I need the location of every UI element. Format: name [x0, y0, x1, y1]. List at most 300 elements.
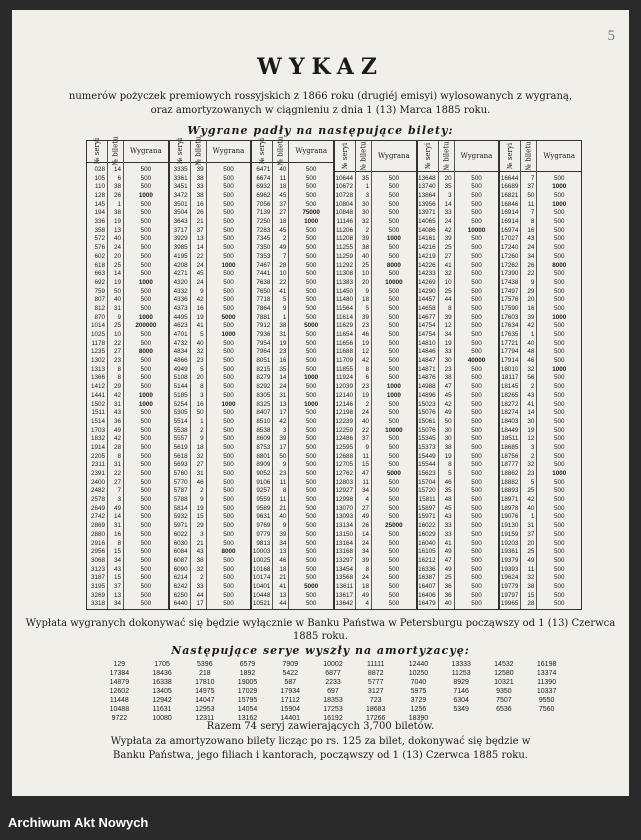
series-number: 14847: [418, 357, 436, 365]
series-number: 14216: [418, 244, 436, 252]
ticket-number: 21: [196, 539, 204, 547]
series-number: 11656: [335, 339, 354, 347]
table-group: [170, 136, 253, 609]
ticket-number: 29: [113, 383, 121, 391]
ticket-number: 47: [362, 470, 370, 477]
series-number: 14086: [418, 226, 436, 234]
prize-amount: 500: [305, 391, 317, 399]
prize-amount: 500: [471, 209, 482, 217]
series-number: 11308: [335, 270, 354, 278]
ticket-number: 14: [279, 374, 287, 382]
prize-amount: 500: [305, 409, 317, 417]
ticket-number: 38: [444, 374, 452, 382]
ticket-number: 41: [444, 539, 452, 547]
prize-amount: 500: [223, 417, 234, 425]
ticket-number: 42: [527, 496, 535, 504]
ticket-number: 42: [279, 417, 287, 425]
series-number: 13164: [335, 539, 354, 547]
series-number: 14754: [418, 331, 436, 338]
series-number: 18145: [500, 383, 519, 391]
ticket-number: 11: [527, 200, 535, 208]
prize-amount: 500: [223, 496, 234, 504]
amortized-series-list: [98, 660, 568, 723]
series-number: 5618: [173, 452, 188, 460]
prize-amount: 500: [140, 252, 152, 260]
column-header: [418, 141, 438, 172]
prize-amount: 500: [388, 226, 400, 234]
series-number: 3361: [173, 174, 188, 182]
prize-amount: 1000: [304, 218, 319, 226]
series-number: 3195: [90, 582, 105, 590]
ticket-number: 23: [279, 470, 287, 477]
ticket-number: 18: [196, 443, 204, 451]
series-number: 028: [94, 165, 105, 173]
ticket-number: 26: [362, 522, 370, 530]
prize-amount: 500: [305, 565, 317, 573]
prize-amount: 500: [305, 435, 317, 443]
column-header: [191, 136, 206, 167]
prize-amount: 8000: [552, 261, 567, 269]
series-number: 10401: [252, 582, 271, 590]
series-number: 7912: [256, 322, 271, 330]
amortized-series-number: 1256: [410, 706, 427, 713]
ticket-number: 8: [282, 487, 287, 495]
prize-amount: 500: [553, 374, 565, 382]
prize-amount: 500: [471, 556, 482, 564]
series-number: 16212: [418, 556, 436, 564]
prize-amount: 500: [388, 400, 400, 408]
column-header: [170, 138, 190, 165]
ticket-number: 5: [448, 470, 452, 477]
column-header-label: № seryi: [423, 142, 432, 169]
prize-amount: 500: [388, 487, 400, 495]
series-number: 11709: [335, 357, 354, 365]
page-number: 5: [607, 28, 615, 44]
prize-amount: 1000: [221, 400, 236, 408]
series-number: 17721: [500, 339, 519, 347]
series-number: 3929: [173, 235, 188, 243]
ticket-number: 19: [196, 313, 204, 321]
prize-amount: 500: [305, 226, 317, 234]
amortized-series-number: 12602: [109, 688, 130, 695]
prize-amount: 500: [305, 504, 317, 512]
prize-amount: 500: [305, 600, 317, 608]
amortized-series-number: 12953: [195, 706, 215, 713]
series-number: 6090: [173, 565, 188, 573]
series-number: 3985: [173, 244, 188, 252]
series-number: 2649: [90, 504, 105, 512]
series-number: 8909: [256, 461, 271, 469]
prize-amount: 500: [553, 383, 565, 391]
prize-amount: 500: [471, 287, 482, 295]
ticket-number: 49: [527, 556, 535, 564]
ticket-number: 3: [200, 530, 204, 538]
ticket-number: 14: [527, 409, 535, 417]
series-number: 7345: [256, 235, 271, 243]
prize-amount: 10000: [385, 278, 403, 286]
series-number: 8215: [256, 365, 271, 373]
prize-amount: 500: [140, 426, 152, 434]
ticket-number: 39: [362, 235, 370, 243]
ticket-number: 42: [444, 226, 452, 234]
prize-amount: 40000: [467, 357, 486, 365]
prize-amount: 500: [223, 278, 234, 286]
series-number: 10448: [252, 591, 271, 599]
ticket-number: 31: [196, 470, 204, 477]
prize-amount: 500: [305, 591, 317, 599]
series-number: 19797: [500, 591, 519, 599]
series-number: 9589: [256, 504, 271, 512]
ticket-number: 9: [282, 522, 287, 530]
ticket-number: 42: [196, 296, 204, 304]
series-number: 13648: [418, 174, 436, 182]
column-header-label: № biletu: [194, 136, 203, 167]
ticket-number: 20: [527, 296, 535, 304]
series-number: 10672: [335, 183, 354, 191]
ticket-number: 36: [444, 591, 452, 599]
column-header: [273, 136, 288, 167]
series-number: 10728: [335, 192, 354, 199]
series-number: 14754: [418, 322, 436, 330]
prize-amount: 500: [553, 504, 565, 512]
prize-amount: 500: [223, 165, 234, 173]
ticket-number: 8: [117, 374, 121, 382]
prize-amount: 500: [223, 443, 234, 451]
amortized-series-number: 587: [284, 679, 297, 686]
ticket-number: 42: [113, 435, 121, 443]
ticket-number: 47: [444, 556, 452, 564]
prize-amount: 500: [305, 339, 317, 347]
ticket-number: 13: [279, 548, 287, 556]
prize-amount: 500: [553, 435, 565, 443]
ticket-number: 19: [196, 504, 204, 512]
amortized-series-number: 14401: [280, 715, 300, 722]
ticket-number: 27: [196, 461, 204, 469]
series-number: 336: [94, 218, 105, 226]
prize-amount: 500: [388, 443, 400, 451]
series-number: 11255: [335, 244, 354, 252]
series-number: 6471: [256, 165, 271, 173]
series-number: 1832: [90, 435, 105, 443]
amortized-series-number: 17112: [280, 697, 300, 704]
series-number: 3504: [173, 209, 188, 217]
prize-amount: 500: [305, 443, 317, 451]
ticket-number: 3: [117, 496, 121, 504]
ticket-number: 27: [113, 348, 121, 356]
ticket-number: 35: [279, 365, 287, 373]
prize-amount: 500: [553, 278, 565, 286]
amortized-series-number: 14047: [195, 697, 215, 704]
prize-amount: 500: [388, 478, 400, 486]
prize-amount: 500: [305, 331, 317, 338]
series-number: 11480: [335, 296, 354, 304]
column-header-label: № biletu: [276, 136, 285, 167]
prize-amount: 500: [140, 461, 152, 469]
series-number: 12998: [335, 496, 354, 504]
prize-amount: 1000: [304, 374, 319, 382]
series-number: 12927: [335, 487, 354, 495]
prize-amount: 500: [223, 530, 234, 538]
prize-amount: 500: [471, 470, 482, 477]
series-number: 6214: [173, 574, 188, 582]
series-number: 6242: [173, 582, 188, 590]
ticket-number: 19: [113, 218, 121, 226]
ticket-number: 49: [444, 548, 452, 556]
ticket-number: 3: [365, 192, 370, 199]
column-header-label: № seryi: [341, 142, 350, 169]
series-number: 2578: [90, 496, 105, 504]
ticket-number: 33: [444, 209, 452, 217]
column-header: [372, 141, 416, 172]
amortized-series-number: 10002: [323, 661, 343, 668]
series-number: 3269: [90, 591, 105, 599]
ticket-number: 38: [196, 192, 204, 199]
prize-amount: 500: [140, 556, 152, 564]
series-number: 8753: [256, 443, 271, 451]
series-number: 2205: [90, 452, 105, 460]
prize-amount: 500: [140, 487, 152, 495]
amortized-series-number: 1892: [239, 670, 256, 677]
ticket-number: 37: [196, 226, 204, 234]
series-number: 5108: [173, 374, 188, 382]
ticket-number: 30: [444, 357, 452, 365]
ticket-number: 1: [200, 417, 204, 425]
ticket-number: 42: [362, 357, 370, 365]
ticket-number: 23: [362, 383, 370, 391]
series-number: 15704: [418, 478, 436, 486]
ticket-number: 9: [530, 278, 535, 286]
series-number: 17794: [500, 348, 519, 356]
series-number: 6084: [173, 548, 188, 556]
ticket-number: 45: [196, 270, 204, 278]
amortized-series-number: 3729: [410, 697, 427, 704]
series-number: 7638: [256, 278, 271, 286]
prize-amount: 1000: [221, 261, 236, 269]
ticket-number: 20: [362, 278, 370, 286]
ticket-number: 14: [196, 244, 204, 252]
prize-amount: 500: [553, 539, 565, 547]
prize-amount: 500: [388, 174, 400, 182]
prize-amount: 500: [553, 209, 565, 217]
series-number: 18449: [500, 426, 519, 434]
prize-amount: 500: [388, 539, 400, 547]
ticket-number: 49: [113, 504, 121, 512]
series-number: 8325: [256, 400, 271, 408]
series-number: 3187: [90, 574, 105, 582]
amortized-series-number: 5422: [282, 670, 299, 677]
prize-amount: 500: [471, 548, 482, 556]
series-number: 17590: [500, 304, 519, 312]
prize-amount: 500: [223, 174, 234, 182]
prize-amount: 500: [553, 296, 565, 304]
series-number: 7650: [256, 287, 271, 295]
prize-amount: 500: [305, 556, 317, 564]
ticket-number: 3: [200, 391, 204, 399]
ticket-number: 22: [527, 270, 535, 278]
series-number: 18265: [500, 391, 519, 399]
ticket-number: 34: [527, 252, 535, 260]
series-number: 5787: [173, 487, 188, 495]
ticket-number: 16: [279, 357, 287, 365]
series-number: 16406: [418, 591, 436, 599]
ticket-number: 2: [200, 426, 204, 434]
ticket-number: 33: [444, 522, 452, 530]
ticket-number: 1: [282, 313, 287, 321]
series-number: 4866: [173, 357, 188, 365]
series-number: 16914: [500, 218, 519, 226]
prize-amount: 500: [305, 383, 317, 391]
series-number: 13134: [335, 522, 354, 530]
amortized-series-number: 11631: [152, 706, 172, 713]
prize-amount: 500: [388, 548, 400, 556]
ticket-number: 11: [527, 565, 535, 573]
series-number: 17635: [500, 331, 519, 338]
prize-amount: 500: [388, 313, 400, 321]
series-number: 17497: [500, 287, 519, 295]
ticket-number-column: [520, 141, 536, 609]
series-number: 5254: [173, 400, 188, 408]
ticket-number: 31: [113, 400, 121, 408]
prize-amount: 500: [223, 348, 234, 356]
series-number-column: [500, 141, 520, 609]
series-number: 618: [94, 261, 105, 269]
prize-amount: 500: [223, 235, 234, 243]
ticket-number: 19: [362, 339, 370, 347]
series-number: 13568: [335, 574, 354, 582]
prize-amount: 500: [388, 322, 400, 330]
prize-amount: 500: [223, 426, 234, 434]
amortized-series-number: 7146: [453, 688, 469, 695]
series-number: 14219: [418, 252, 436, 260]
amortized-series-number: 12580: [494, 670, 514, 677]
series-number: 12198: [335, 409, 354, 417]
amortized-series-number: 17266: [365, 715, 386, 722]
amortized-series-number: 18353: [323, 697, 343, 704]
ticket-number: 14: [444, 200, 452, 208]
drawn-tickets-heading: Wygrane padły na następujące bilety:: [187, 124, 454, 137]
ticket-number: 48: [527, 348, 535, 356]
amortized-series-number: 7507: [496, 697, 512, 704]
table-group: [335, 141, 418, 609]
ticket-number: 22: [113, 470, 121, 477]
prize-amount: 1000: [138, 391, 153, 399]
series-number: 17603: [500, 313, 519, 321]
ticket-number: 32: [527, 365, 535, 373]
prize-amount: 500: [553, 556, 565, 564]
series-number: 6087: [173, 556, 188, 564]
series-number: 1235: [90, 348, 105, 356]
ticket-number: 28: [279, 261, 287, 269]
prize-amount: 500: [388, 582, 400, 590]
ticket-number: 30: [527, 417, 535, 425]
prize-amount: 500: [553, 287, 565, 295]
ticket-number: 31: [527, 522, 535, 530]
ticket-number-column: [355, 141, 371, 609]
series-number: 4332: [173, 287, 188, 295]
series-number: 11614: [335, 313, 354, 321]
prize-amount: 500: [471, 304, 482, 312]
series-number: 7353: [256, 252, 271, 260]
prize-amount: 500: [305, 417, 317, 425]
column-header-label: Wygrana: [129, 147, 162, 156]
column-header: [289, 141, 333, 163]
ticket-number: 45: [279, 226, 287, 234]
ticket-number: 11: [362, 452, 370, 460]
prize-amount: 500: [388, 556, 400, 564]
prize-amount: 500: [140, 261, 152, 269]
series-number: 8801: [256, 452, 271, 460]
ticket-number: 10: [279, 270, 287, 278]
amortized-series-number: 9550: [538, 697, 555, 704]
ticket-number: 8: [530, 218, 535, 226]
ticket-number: 24: [527, 244, 535, 252]
prize-amount: 500: [471, 339, 482, 347]
ticket-number: 27: [279, 209, 287, 217]
prize-amount: 500: [305, 348, 317, 356]
amortized-series-number: 11448: [109, 697, 129, 704]
series-number: 576: [94, 244, 105, 252]
prize-amount: 500: [471, 591, 482, 599]
series-number: 13168: [335, 548, 354, 556]
amortized-series-number: 7560: [538, 706, 555, 713]
prize-amount: 500: [553, 582, 565, 590]
ticket-number: 44: [444, 296, 452, 304]
series-number: 2880: [90, 530, 105, 538]
series-number: 11564: [335, 304, 354, 312]
amortized-series-number: 697: [327, 688, 339, 695]
prize-amount: 500: [553, 452, 565, 460]
prize-amount: 500: [471, 296, 482, 304]
ticket-number: 24: [113, 244, 121, 252]
ticket-number: 19: [444, 339, 452, 347]
ticket-number: 33: [444, 348, 452, 356]
prize-amount: 500: [553, 417, 565, 425]
ticket-number: 37: [362, 435, 370, 443]
ticket-number: 10: [444, 278, 452, 286]
prize-amount: 500: [471, 417, 482, 425]
series-number: 6440: [173, 600, 188, 608]
prize-amount: 500: [388, 600, 400, 608]
prize-amount: 8000: [221, 548, 236, 556]
series-number: 18882: [500, 478, 519, 486]
ticket-number: 13: [113, 591, 121, 599]
amortized-series-number: 11253: [451, 670, 471, 677]
prize-amount: 500: [471, 183, 482, 191]
prize-amount: 1000: [552, 183, 567, 191]
series-number: 19076: [500, 513, 519, 521]
ticket-number: 24: [362, 574, 370, 582]
ticket-number: 48: [444, 496, 452, 504]
column-header-label: Wygrana: [543, 151, 576, 160]
ticket-number: 19: [113, 278, 121, 286]
prize-amount: 5000: [304, 322, 319, 330]
prize-amount: 500: [140, 496, 152, 504]
prize-amount: 500: [388, 252, 400, 260]
ticket-number: 8: [117, 452, 121, 460]
ticket-number: 7: [530, 209, 535, 217]
prize-amount: 500: [140, 522, 152, 530]
ticket-number: 34: [113, 600, 121, 608]
ticket-number: 40: [527, 339, 535, 347]
ticket-number: 39: [444, 313, 452, 321]
ticket-number: 41: [527, 400, 535, 408]
prize-amount: 500: [140, 582, 152, 590]
amortized-series-number: 13162: [237, 715, 258, 722]
prize-amount: 500: [223, 513, 234, 521]
prize-amount: 500: [140, 409, 152, 417]
archive-footer: [0, 805, 641, 840]
series-number: 1502: [90, 400, 105, 408]
